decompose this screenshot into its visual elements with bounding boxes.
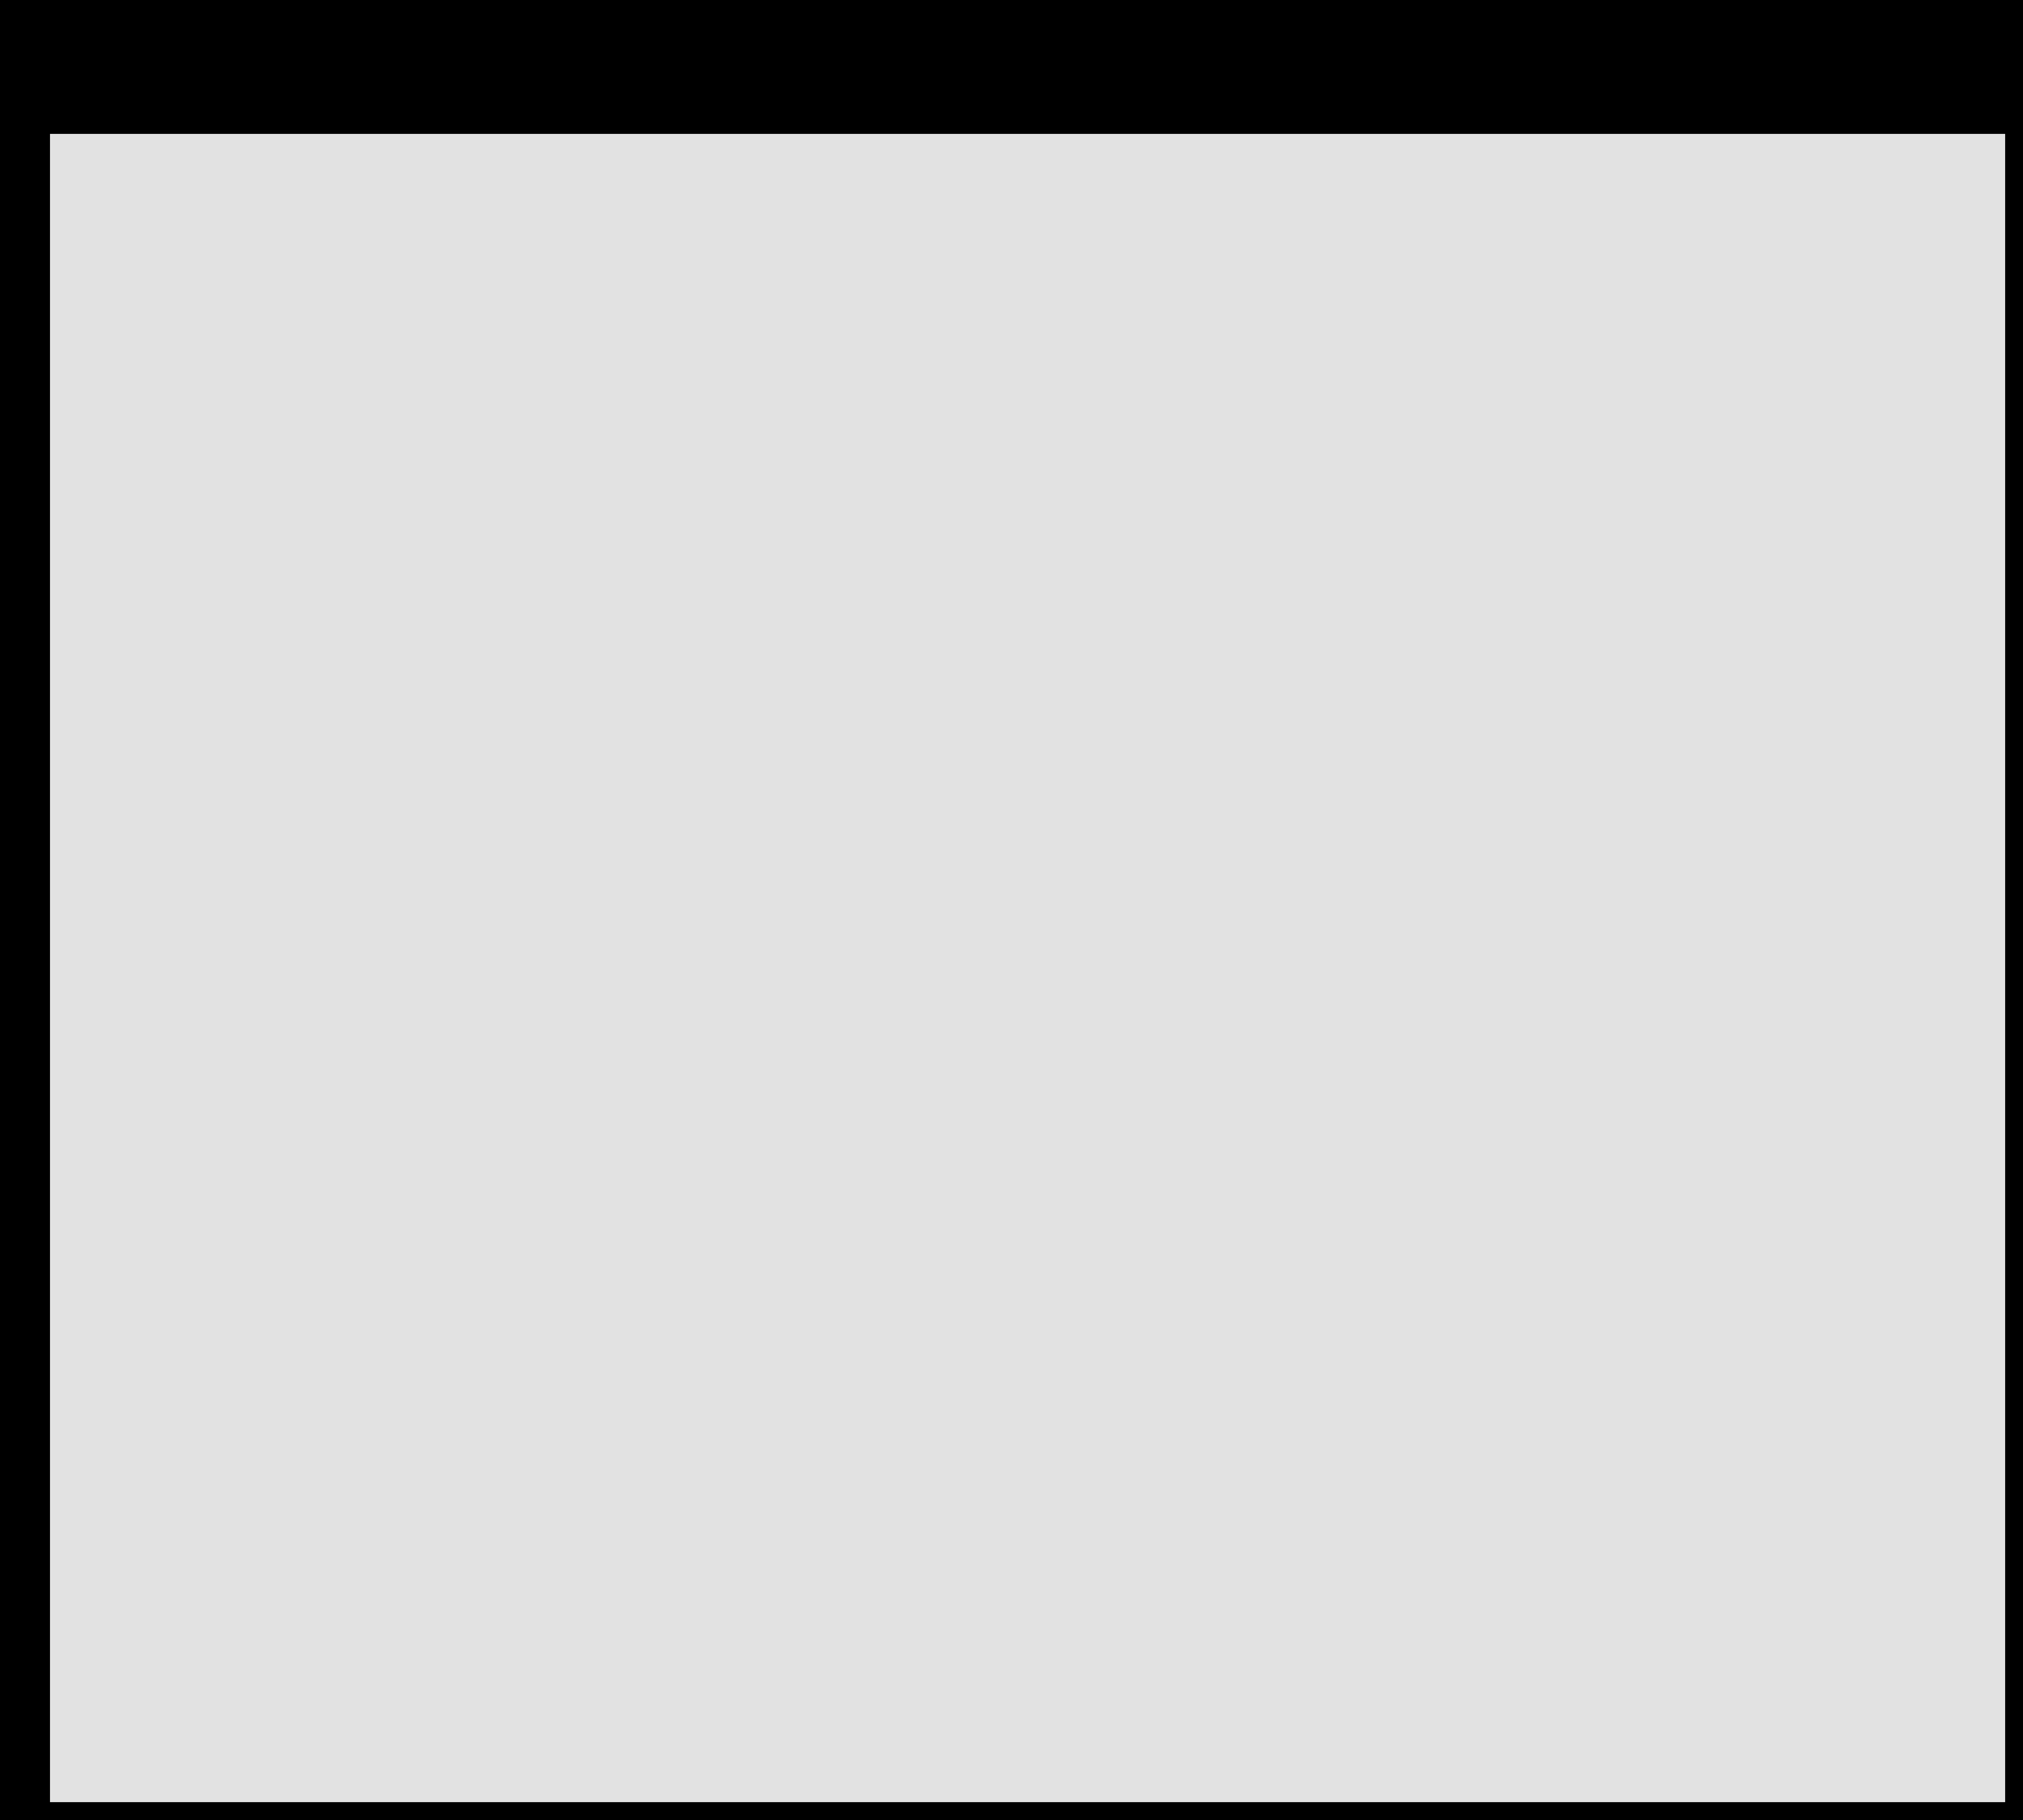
manifest-sheet [50, 134, 2005, 1802]
